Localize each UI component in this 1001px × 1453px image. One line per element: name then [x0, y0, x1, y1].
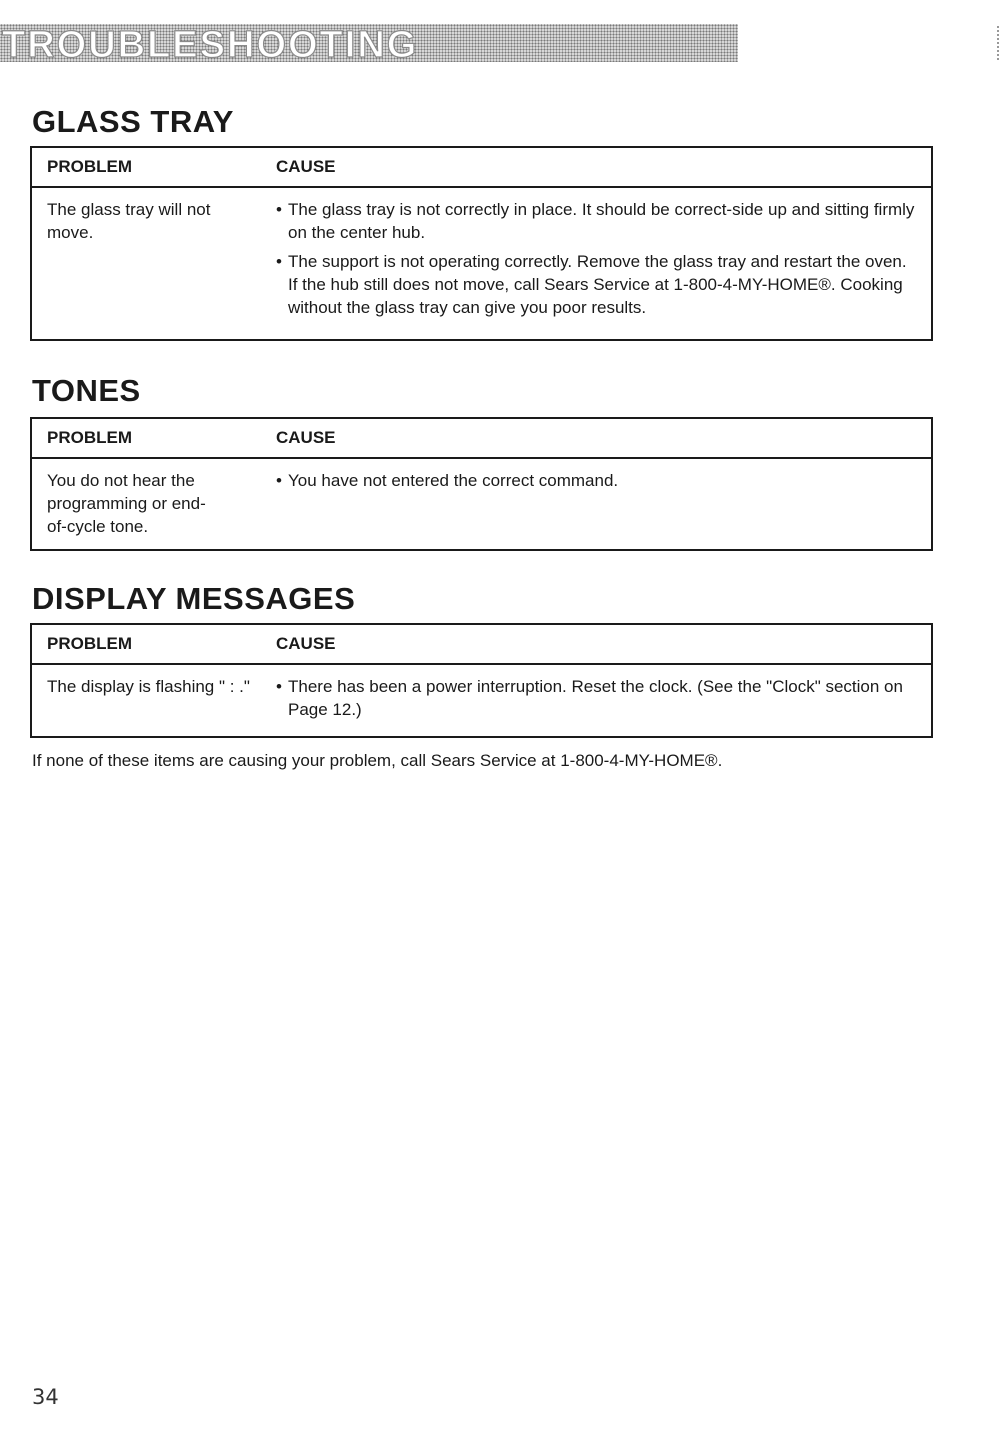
column-header-cause: CAUSE [276, 634, 336, 653]
problem-text: The glass tray will not move. [47, 200, 211, 242]
column-header-cause: CAUSE [276, 428, 336, 447]
section-banner-title: TROUBLESHOOTING [2, 24, 419, 66]
column-header-problem: PROBLEM [47, 428, 132, 447]
section-title-tones: TONES [32, 373, 141, 408]
page-edge-mark [997, 26, 999, 62]
table-tones [30, 417, 933, 551]
cause-item: • The glass tray is not correctly in place. It should be correct-side up and sitting firmly on the center hub. [276, 198, 916, 244]
table-header [32, 148, 931, 188]
table-header [32, 419, 931, 459]
cause-item: • There has been a power interruption. Reset the clock. (See the "Clock" section on Page 12.) [276, 675, 916, 721]
section-title-display-messages: DISPLAY MESSAGES [32, 581, 356, 616]
column-header-cause: CAUSE [276, 157, 336, 176]
cause-list [276, 198, 916, 325]
section-title-glass-tray: GLASS TRAY [32, 104, 234, 139]
cause-item: • The support is not operating correctly. Remove the glass tray and restart the oven. If the hub still does not move, call Sears Service at 1-800-4-MY-HOME®. Cooking without the glass tray can give you poor results. [276, 250, 916, 319]
table-display-messages [30, 623, 933, 738]
problem-text: You do not hear the programming or end-of-cycle tone. [47, 471, 206, 536]
table-glass-tray [30, 146, 933, 341]
table-header [32, 625, 931, 665]
column-header-problem: PROBLEM [47, 157, 132, 176]
footnote: If none of these items are causing your problem, call Sears Service at 1-800-4-MY-HOME®. [32, 751, 723, 770]
column-header-problem: PROBLEM [47, 634, 132, 653]
cause-list [276, 469, 916, 498]
cause-item: • You have not entered the correct command. [276, 469, 916, 492]
page-number: 34 [32, 1385, 59, 1409]
cause-list [276, 675, 916, 727]
problem-text: The display is flashing " : ." [47, 677, 250, 696]
